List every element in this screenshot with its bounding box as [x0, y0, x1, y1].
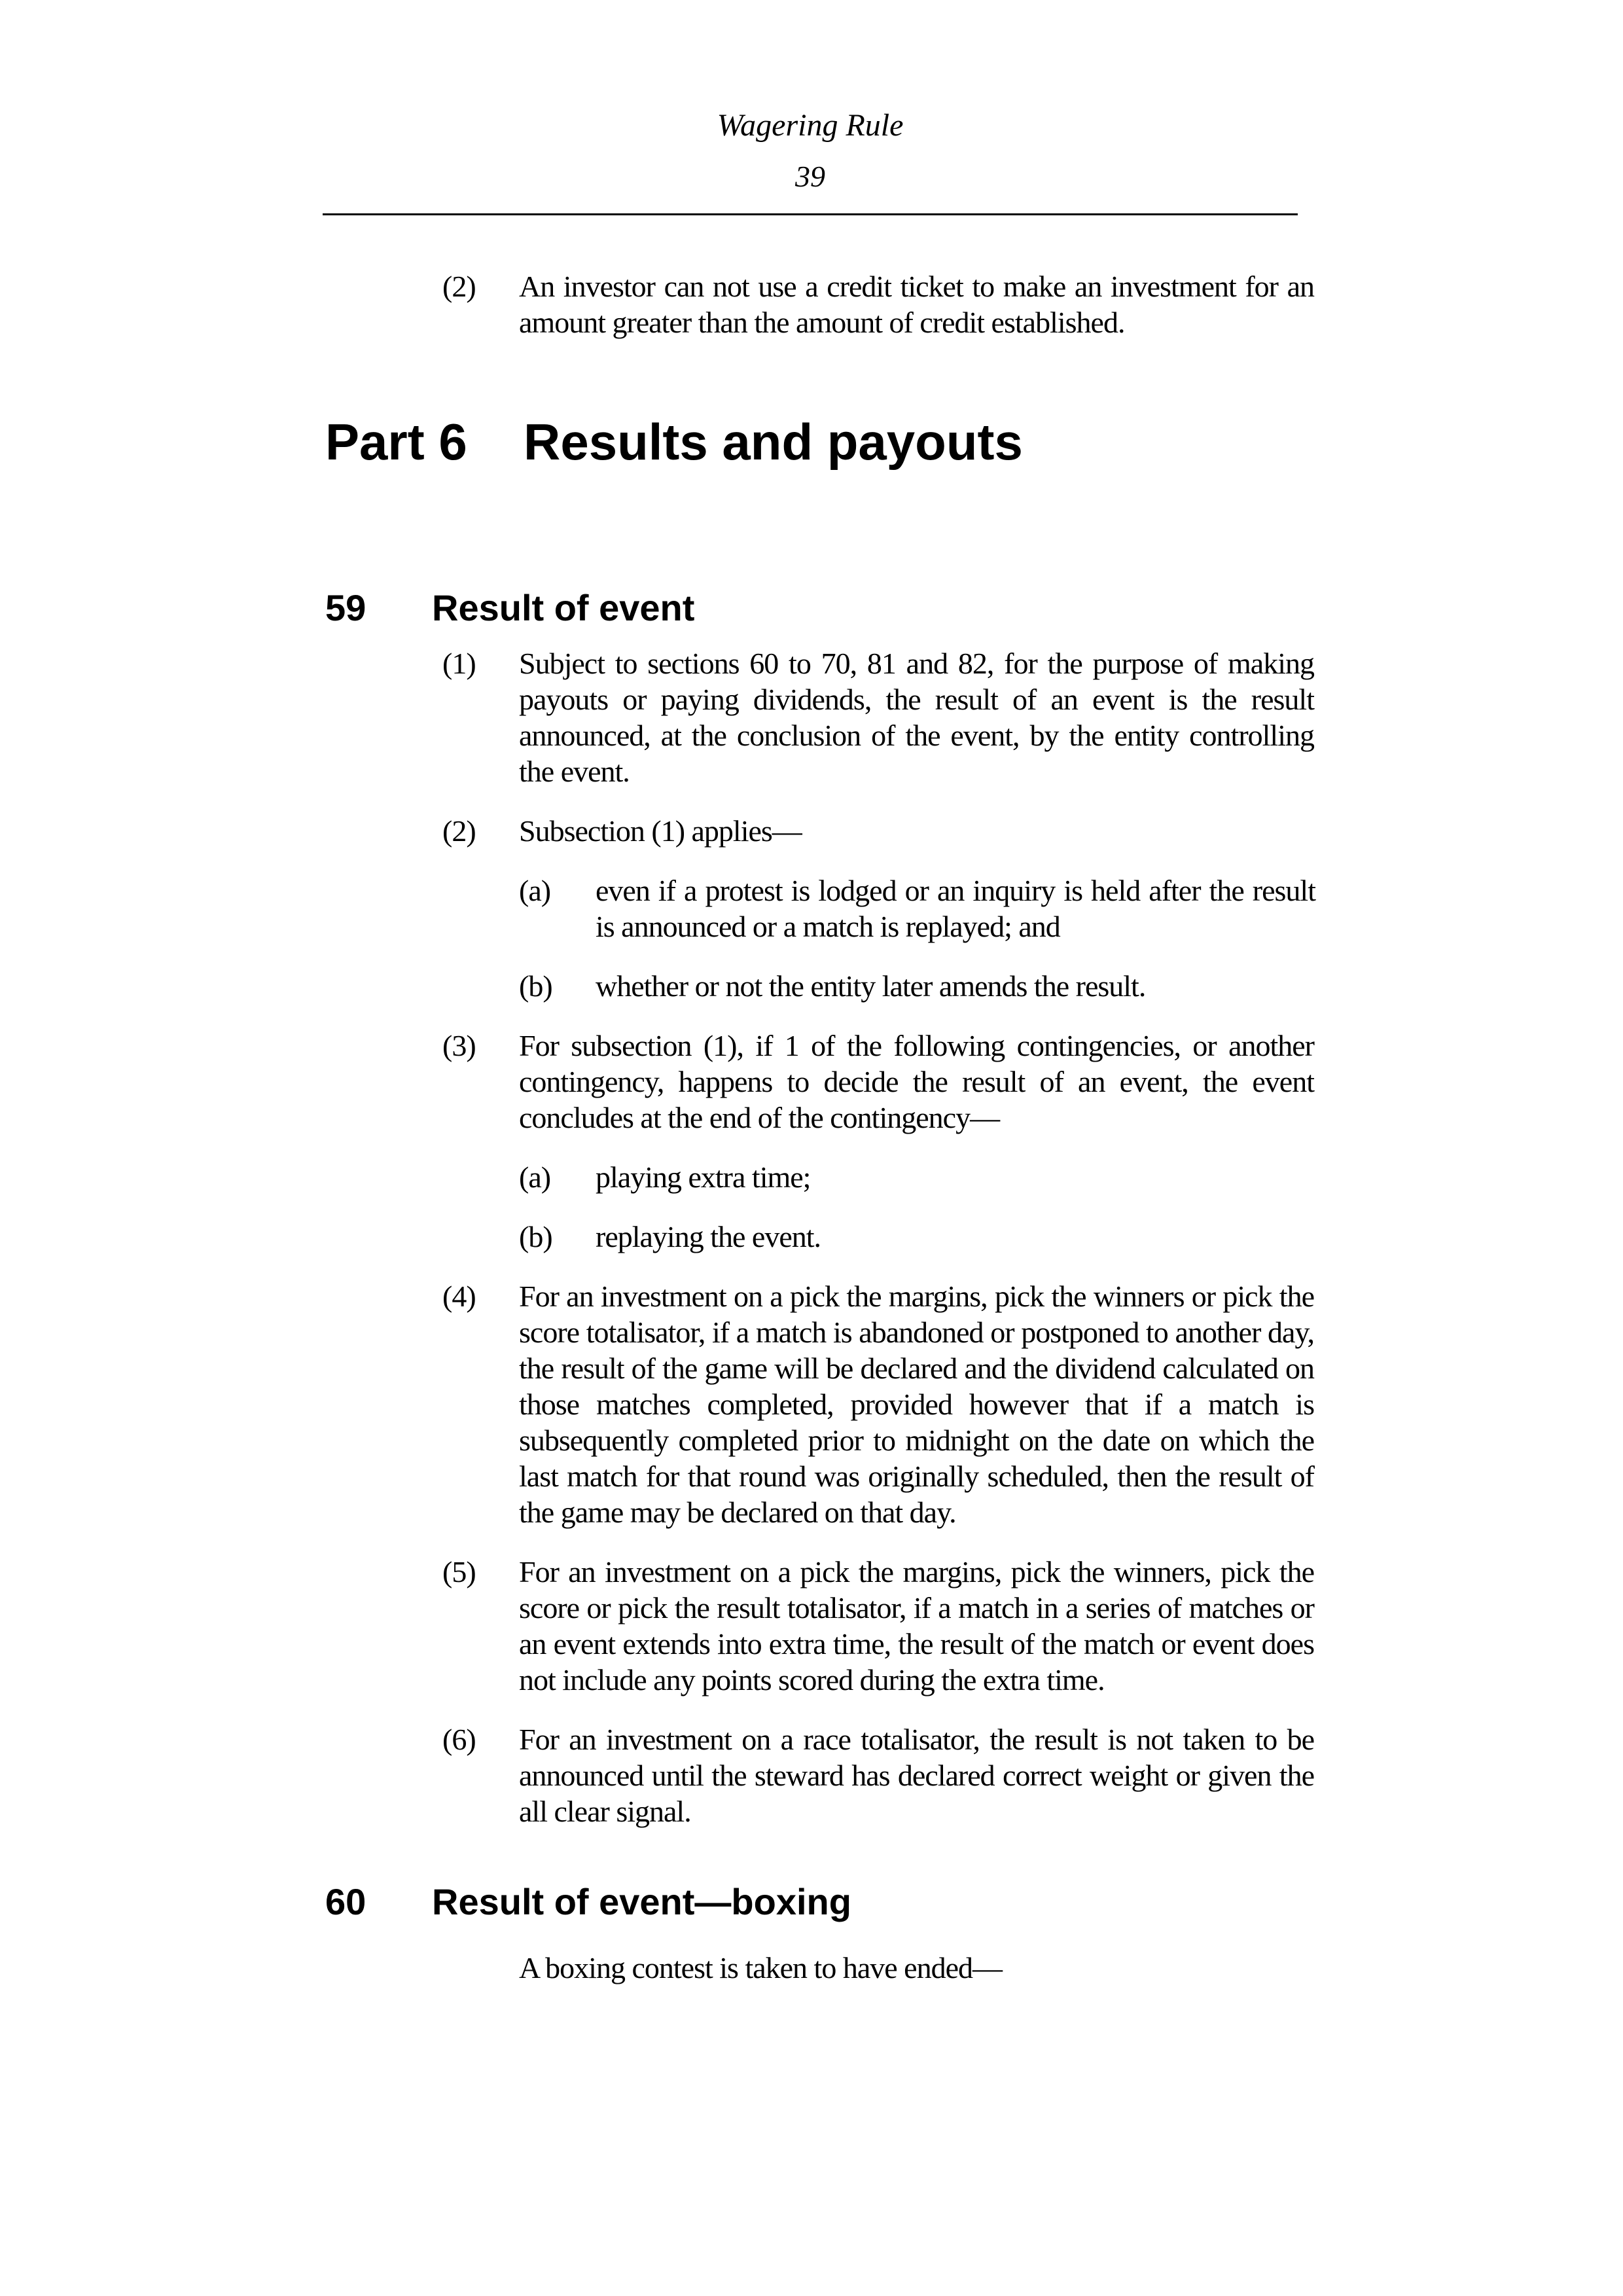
item-text: whether or not the entity later amends the result. — [596, 969, 1146, 1003]
subsection-number: (4) — [442, 1280, 476, 1313]
subsection-text: For an investment on a pick the margins, pick the winners or pick the score totalisator, if a match is abandoned or postponed to another day, the result of the game will be declared and the dividend calculated on those matches completed, provided however that if a match is subsequently completed prior to midnight on the date on which the last match for that round was originally scheduled, then the result of the game may be declared on that day. — [519, 1280, 1314, 1529]
part-heading — [325, 414, 1623, 470]
item-number: (a) — [519, 874, 551, 907]
subsection-4 — [0, 1278, 1623, 1530]
part-number: Part 6 — [325, 413, 467, 471]
paragraph-item-2b — [0, 968, 1623, 1004]
section-60-body: A boxing contest is taken to have ended— — [519, 1951, 1003, 1984]
subsection-carryover — [0, 268, 1623, 340]
part-title: Results and payouts — [524, 413, 1023, 471]
section-heading-60 — [325, 1882, 1623, 1922]
subsection-text: An investor can not use a credit ticket to make an investment for an amount greater than the amount of credit established. — [519, 270, 1314, 339]
paragraph-item-3a — [0, 1159, 1623, 1195]
page-number: 39 — [795, 160, 825, 193]
subsection-text: For subsection (1), if 1 of the following contingencies, or another contingency, happens to decide the result of an event, the event concludes at the end of the contingency— — [519, 1029, 1314, 1134]
subsection-number: (5) — [442, 1555, 476, 1588]
subsection-1 — [0, 645, 1623, 789]
section-number: 60 — [325, 1881, 366, 1922]
paragraph-item-3b — [0, 1219, 1623, 1255]
running-header — [323, 0, 1298, 215]
subsection-number: (1) — [442, 647, 476, 680]
subsection-text: For an investment on a race totalisator, the result is not taken to be announced until the steward has declared correct weight or given the all clear signal. — [519, 1723, 1314, 1828]
subsection-number: (2) — [442, 814, 476, 848]
item-text: even if a protest is lodged or an inquiry is held after the result is announced or a match is replayed; and — [596, 874, 1315, 943]
item-number: (b) — [519, 1220, 552, 1253]
item-number: (a) — [519, 1160, 551, 1194]
page-content — [0, 268, 1623, 1986]
paragraph-item-2a — [0, 872, 1623, 944]
subsection-number: (2) — [442, 270, 476, 303]
section-heading-59 — [325, 588, 1623, 628]
subsection-number: (6) — [442, 1723, 476, 1756]
subsection-6 — [0, 1721, 1623, 1829]
item-text: playing extra time; — [596, 1160, 811, 1194]
subsection-5 — [0, 1554, 1623, 1698]
subsection-3 — [0, 1028, 1623, 1136]
header-divider-rule — [323, 213, 1298, 215]
subsection-text: Subsection (1) applies— — [519, 814, 802, 848]
section-title: Result of event—boxing — [432, 1881, 851, 1922]
section-number: 59 — [325, 587, 366, 628]
item-text: replaying the event. — [596, 1220, 821, 1253]
item-number: (b) — [519, 969, 552, 1003]
document-title: Wagering Rule — [717, 108, 904, 143]
subsection-text: For an investment on a pick the margins, pick the winners, pick the score or pick the result totalisator, if a match in a series of matches or an event extends into extra time, the result of the match or event does not include any points scored during the extra time. — [519, 1555, 1314, 1696]
subsection-text: Subject to sections 60 to 70, 81 and 82, for the purpose of making payouts or paying dividends, the result of an event is the result announced, at the conclusion of the event, by the entity controlling the event. — [519, 647, 1314, 788]
subsection-number: (3) — [442, 1029, 476, 1062]
section-title: Result of event — [432, 587, 695, 628]
subsection-2 — [0, 813, 1623, 849]
